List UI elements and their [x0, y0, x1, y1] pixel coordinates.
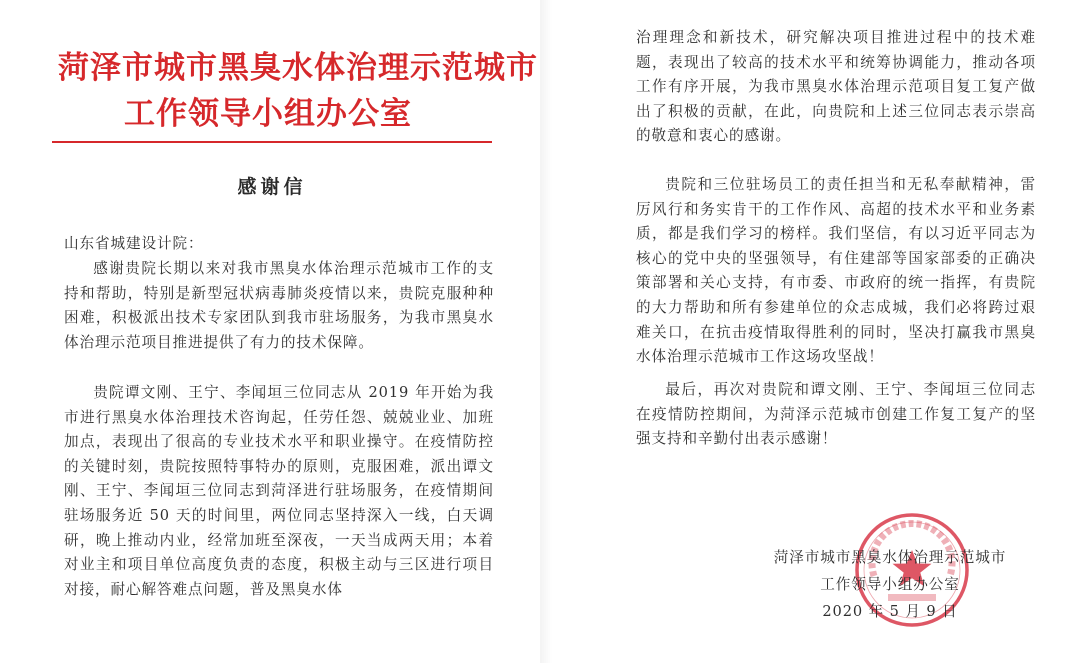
letter-title: 感谢信: [237, 176, 307, 198]
page-gutter: [540, 0, 560, 663]
body-paragraph-2: 贵院谭文刚、王宁、李闻垣三位同志从 2019 年开始为我市进行黑臭水体治理技术咨询起，任劳任怨、兢兢业业、加班加点，表现出了很高的专业技术水平和职业操守。在疫情防控的关键时刻，贵院按照特事特办的原则，克服困难，派出谭文刚、王宁、李闻垣三位同志到菏泽进行驻场服务，在疫情期间驻场服务近 50 天的时间里，两位同志坚持深入一线，白天调研，晚上推动内业，经常加班至深夜，一天当成两天用；本着对业主和项目单位高度负责的态度，积极主动与三区进行项目对接，耐心解答难点问题，普及黑臭水体: [64, 384, 494, 598]
signature-org-line2: 工作领导小组办公室: [820, 576, 960, 593]
letterhead-red-rule: [52, 141, 492, 143]
letterhead-title-line1: 菏泽市城市黑臭水体治理示范城市: [58, 50, 538, 86]
body-paragraph-5: 最后，再次对贵院和谭文刚、王宁、李闻垣三位同志在疫情防控期间，为菏泽示范城市创建工作复工复产的坚强支持和辛勤付出表示感谢！: [636, 381, 1036, 448]
body-paragraph-4: 贵院和三位驻场员工的责任担当和无私奉献精神，雷厉风行和务实肯干的工作作风、高超的技术水平和业务素质，都是我们学习的榜样。我们坚信，有以习近平同志为核心的党中央的坚强领导，有住建部等国家部委的正确决策部署和关心支持，有市委、市政府的统一指挥，有贵院的大力帮助和所有参建单位的众志成城，我们必将跨过艰难关口，在抗击疫情取得胜利的同时，坚决打赢我市黑臭水体治理示范城市工作这场攻坚战！: [636, 176, 1036, 366]
letterhead-title-line2: 工作领导小组办公室: [124, 96, 412, 132]
body-paragraph-1: 感谢贵院长期以来对我市黑臭水体治理示范城市工作的支持和帮助，特别是新型冠状病毒肺炎疫情以来，贵院克服种种困难，积极派出技术专家团队到我市驻场服务，为我市黑臭水体治理示范项目推进提供了有力的技术保障。: [64, 260, 494, 351]
signature-date: 2020 年 5 月 9 日: [822, 603, 958, 620]
salutation: 山东省城建设计院：: [64, 235, 204, 252]
body-paragraph-3: 治理理念和新技术，研究解决项目推进过程中的技术难题，表现出了较高的技术水平和统筹协调能力，推动各项工作有序开展，为我市黑臭水体治理示范项目复工复产做出了积极的贡献，在此，向贵院和上述三位同志表示崇高的敬意和衷心的感谢。: [636, 29, 1036, 145]
signature-org-line1: 菏泽市城市黑臭水体治理示范城市: [773, 549, 1007, 566]
